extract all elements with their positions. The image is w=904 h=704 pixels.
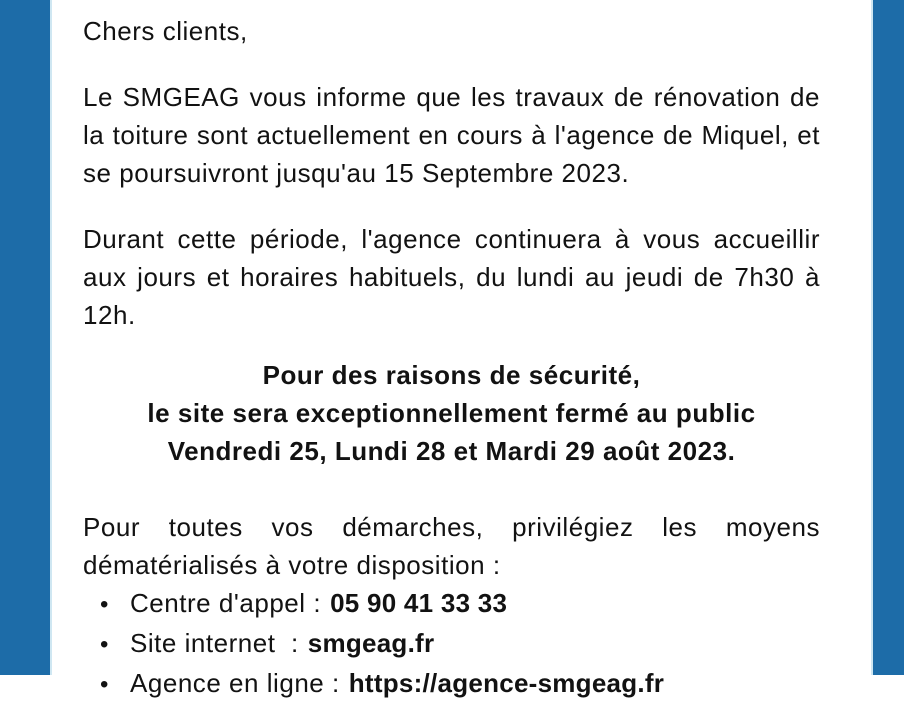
list-item-website: [100, 624, 820, 664]
right-border-bar: [871, 0, 904, 675]
list-item-call-center: [100, 584, 820, 624]
security-notice-line-3: Vendredi 25, Lundi 28 et Mardi 29 août 2023.: [167, 436, 736, 466]
phone-number: 05 90 41 33 33: [330, 588, 508, 618]
online-agency-url[interactable]: https://agence-smgeag.fr: [348, 668, 665, 698]
contact-label: Site internet :: [130, 628, 299, 658]
left-border-bar: [0, 0, 52, 675]
list-item-online-agency: [100, 664, 820, 704]
contact-label: Centre d'appel :: [130, 588, 322, 618]
security-notice-line-1: Pour des raisons de sécurité,: [262, 360, 641, 390]
security-notice: [83, 356, 820, 470]
paragraph-digital-services: Pour toutes vos démarches, privilégiez les moyens dématérialisés à votre disposition :: [83, 512, 820, 580]
greeting-text: Chers clients,: [83, 16, 248, 46]
security-notice-line-2: le site sera exceptionnellement fermé au public: [147, 398, 756, 428]
bullet-dot-icon: •: [100, 671, 109, 698]
bullet-dot-icon: •: [100, 591, 109, 618]
contact-label: Agence en ligne :: [130, 668, 340, 698]
website-url[interactable]: smgeag.fr: [307, 628, 435, 658]
paragraph-renovation: Le SMGEAG vous informe que les travaux de rénovation de la toiture sont actuellement en cours à l'agence de Miquel, et se poursuivront jusqu'au 15 Septembre 2023.: [83, 82, 820, 188]
notice-body: [83, 12, 820, 704]
contact-list: [83, 584, 820, 704]
bullet-dot-icon: •: [100, 631, 109, 658]
paragraph-hours: Durant cette période, l'agence continuera à vous accueillir aux jours et horaires habituels, du lundi au jeudi de 7h30 à 12h.: [83, 224, 820, 330]
